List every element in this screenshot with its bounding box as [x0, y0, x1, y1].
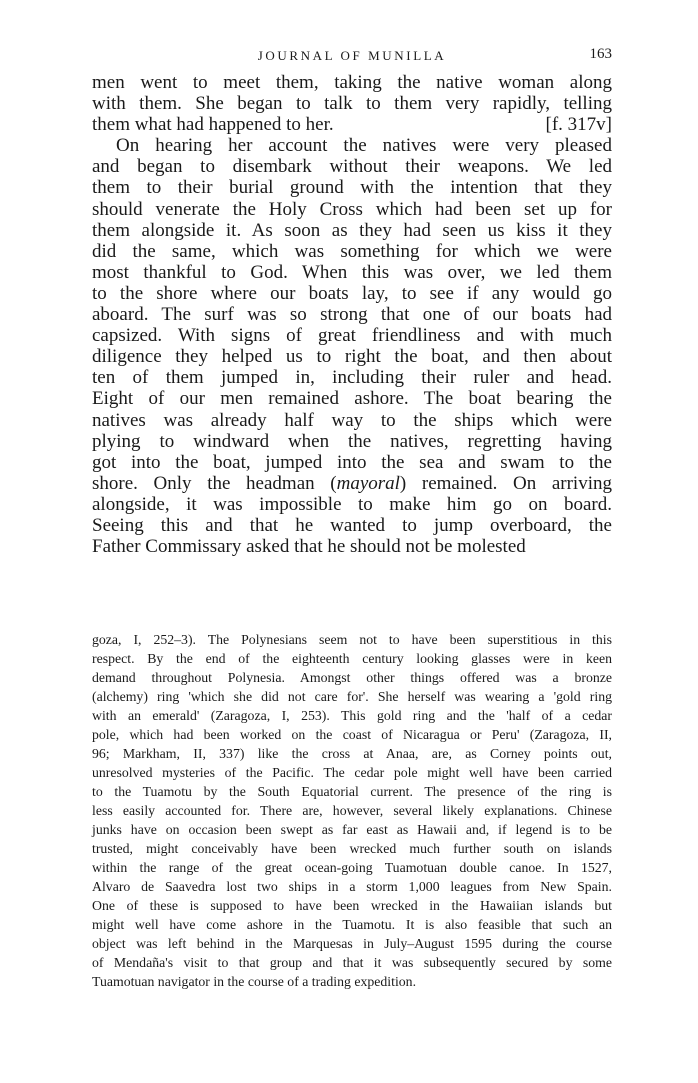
footnote-line: to the Tuamotu by the South Equatorial current. The presence of the ring is: [92, 784, 612, 799]
text-line-start: them what had happened to her.: [92, 114, 334, 136]
footnote-line: demand throughout Polynesia. Amongst other things offered was a bronze: [92, 670, 612, 685]
folio-marker: [f. 317v]: [545, 114, 612, 136]
text-line: to the shore where our boats lay, to see if any would go: [92, 282, 612, 304]
text-line: ten of them jumped in, including their ruler and head.: [92, 367, 612, 389]
text-line: [92, 473, 612, 494]
footnote-line: (alchemy) ring 'which she did not care for'. She herself was wearing a 'gold ring: [92, 689, 612, 704]
footnote-line: Tuamotuan navigator in the course of a trading expedition.: [92, 974, 417, 989]
running-title: JOURNAL OF MUNILLA: [257, 48, 447, 63]
footnote-line: unresolved mysteries of the Pacific. The cedar pole might well have been carried: [92, 765, 612, 780]
text-line: Eight of our men remained ashore. The boat bearing the: [92, 388, 612, 410]
footnote-line: with an emerald' (Zaragoza, I, 253). This gold ring and the 'half of a cedar: [92, 708, 612, 723]
text-line: Seeing this and that he wanted to jump overboard, the: [92, 514, 612, 536]
main-text: [92, 72, 612, 557]
footnote-line: might well have come ashore in the Tuamotu. It is also feasible that such an: [92, 917, 612, 932]
footnote-line: Alvaro de Saavedra lost two ships in a storm 1,000 leagues from New Spain.: [92, 879, 612, 894]
text-line: Father Commissary asked that he should not be molested: [92, 536, 526, 558]
text-line: On hearing her account the natives were very pleased: [116, 135, 612, 157]
text-line: most thankful to God. When this was over, we led them: [92, 261, 612, 283]
text-line: them alongside it. As soon as they had seen us kiss it they: [92, 219, 612, 241]
text-line: men went to meet them, taking the native woman along: [92, 72, 612, 93]
footnotes: [92, 630, 612, 991]
text-line: aboard. The surf was so strong that one of our boats had: [92, 304, 612, 326]
footnote-line: pole, which had been worked on the coast of Nicaragua or Peru' (Zaragoza, II,: [92, 727, 612, 742]
italic-term: mayoral: [336, 472, 400, 494]
text-line: should venerate the Holy Cross which had been set up for: [92, 198, 612, 220]
footnote-line: within the range of the great ocean-going Tuamotuan double canoe. In 1527,: [92, 860, 612, 875]
footnote-line: of Mendaña's visit to that group and that it was subsequently secured by some: [92, 955, 612, 970]
footnote-line: One of these is supposed to have been wrecked in the Hawaiian islands but: [92, 898, 612, 913]
text-segment: shore. Only the headman (: [92, 472, 337, 494]
running-head: [92, 44, 612, 66]
text-line: plying to windward when the natives, regretting having: [92, 430, 612, 452]
text-line: alongside, it was impossible to make him go on board.: [92, 493, 612, 515]
text-line: did the same, which was something for which we were: [92, 240, 612, 262]
page-number: 163: [589, 46, 612, 62]
footnote-line: less easily accounted for. There are, however, several likely explanations. Chinese: [92, 803, 612, 818]
footnote-line: junks have on occasion been swept as far east as Hawaii and, if legend is to be: [92, 822, 612, 837]
text-line: natives was already half way to the ships which were: [92, 409, 612, 431]
footnote-line: goza, I, 252–3). The Polynesians seem not to have been superstitious in this: [92, 632, 612, 647]
text-line: [92, 114, 612, 135]
text-line: with them. She began to talk to them very rapidly, telling: [92, 93, 612, 115]
footnote-line: respect. By the end of the eighteenth century looking glasses were in keen: [92, 651, 612, 666]
text-line: diligence they helped us to right the boat, and then about: [92, 346, 612, 368]
footnote-line: 96; Markham, II, 337) like the cross at Anaa, are, as Corney points out,: [92, 746, 612, 761]
text-line: and began to disembark without their weapons. We led: [92, 156, 612, 178]
text-segment: ) remained. On arriving: [399, 472, 612, 494]
footnote-line: trusted, might conceivably have been wrecked much further south on islands: [92, 841, 612, 856]
text-line: got into the boat, jumped into the sea and swam to the: [92, 451, 612, 473]
footnote-line: object was left behind in the Marquesas in July–August 1595 during the course: [92, 936, 612, 951]
text-line: them to their burial ground with the intention that they: [92, 177, 612, 199]
text-line: capsized. With signs of great friendliness and with much: [92, 325, 612, 347]
